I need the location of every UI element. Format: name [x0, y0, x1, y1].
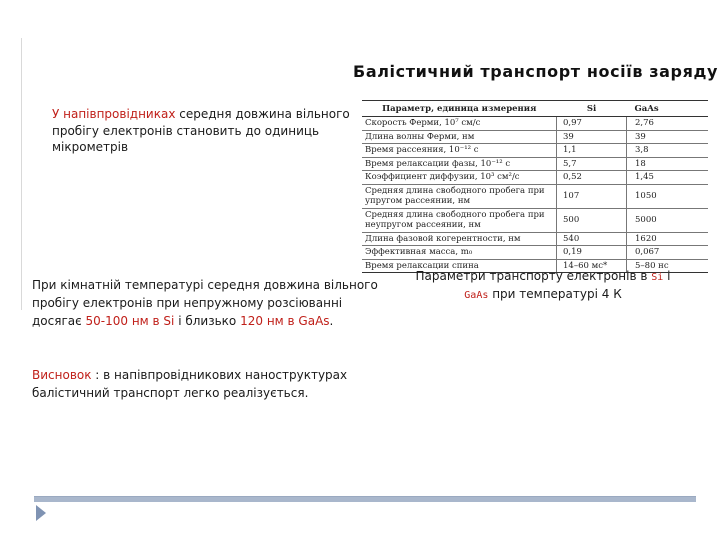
cell-gaas: 2,76	[627, 117, 709, 131]
table-row	[362, 184, 708, 208]
table-row	[362, 232, 708, 246]
header-gaas: GaAs	[627, 101, 709, 117]
cell-gaas: 1050	[627, 184, 709, 208]
table-row	[362, 144, 708, 158]
table-header-row	[362, 101, 708, 117]
intro-paragraph	[52, 106, 372, 156]
cell-param: Коэффициент диффузии, 10³ см²/с	[362, 171, 557, 185]
caption-pre: Параметри транспорту електронів в	[415, 269, 652, 283]
cell-gaas: 18	[627, 157, 709, 171]
cell-gaas: 5000	[627, 208, 709, 232]
cell-gaas: 5–80 нс	[627, 259, 709, 273]
footer-bar	[34, 496, 696, 502]
room-temp-mid: і близько	[174, 314, 241, 328]
caption-gaas: GaAs	[464, 290, 489, 301]
cell-param: Эффективная масса, m₀	[362, 246, 557, 260]
cell-param: Средняя длина свободного пробега при упругом рассеянии, нм	[362, 184, 557, 208]
cell-si: 0,52	[557, 171, 627, 185]
room-temp-text: При кімнатній температурі середня довжина вільного пробігу електронів при непружному розсіюванні досягає	[32, 278, 378, 328]
cell-si: 14–60 мс*	[557, 259, 627, 273]
cell-param: Время релаксации спина	[362, 259, 557, 273]
caption-post: при температурі 4 К	[488, 287, 622, 301]
table-row	[362, 117, 708, 131]
caption-si: Si	[651, 272, 664, 283]
table-row	[362, 130, 708, 144]
cell-si: 500	[557, 208, 627, 232]
cell-gaas: 1,45	[627, 171, 709, 185]
left-guide-line	[21, 38, 22, 310]
cell-gaas: 0,067	[627, 246, 709, 260]
room-temperature-paragraph	[32, 276, 384, 330]
slide-title: Балістичний транспорт носіїв заряду	[353, 62, 718, 81]
cell-param: Длина волны Ферми, нм	[362, 130, 557, 144]
cell-si: 5,7	[557, 157, 627, 171]
cell-si: 107	[557, 184, 627, 208]
cell-si: 540	[557, 232, 627, 246]
room-temp-value-si: 50-100 нм в Si	[85, 314, 175, 328]
conclusion-paragraph	[32, 366, 384, 402]
parameter-table-image	[362, 100, 708, 273]
cell-gaas: 39	[627, 130, 709, 144]
table-row	[362, 246, 708, 260]
conclusion-label: Висновок	[32, 368, 92, 382]
conclusion-text: : в напівпровідникових наноструктурах балістичний транспорт легко реалізується.	[32, 368, 348, 400]
intro-text: середня довжина вільного пробігу електронів становить до одиниць мікрометрів	[52, 107, 350, 154]
caption-mid: і	[663, 269, 671, 283]
header-si: Si	[557, 101, 627, 117]
parameter-table	[362, 100, 708, 273]
table-row	[362, 157, 708, 171]
cell-param: Средняя длина свободного пробега при неупругом рассеянии, нм	[362, 208, 557, 232]
header-parameter: Параметр, единица измерения	[362, 101, 557, 117]
cell-param: Скорость Ферми, 10⁷ см/с	[362, 117, 557, 131]
intro-highlight: У напівпровідниках	[52, 107, 176, 121]
room-temp-value-gaas: 120 нм в GaAs	[240, 314, 330, 328]
cell-param: Время релаксации фазы, 10⁻¹² с	[362, 157, 557, 171]
table-row	[362, 208, 708, 232]
cell-si: 0,19	[557, 246, 627, 260]
cell-gaas: 3,8	[627, 144, 709, 158]
cell-param: Время рассеяния, 10⁻¹² с	[362, 144, 557, 158]
table-caption	[398, 268, 688, 304]
cell-si: 0,97	[557, 117, 627, 131]
cell-si: 1,1	[557, 144, 627, 158]
cell-param: Длина фазовой когерентности, нм	[362, 232, 557, 246]
cell-si: 39	[557, 130, 627, 144]
cell-gaas: 1620	[627, 232, 709, 246]
room-temp-end: .	[329, 314, 334, 328]
table-row	[362, 171, 708, 185]
play-arrow-icon[interactable]	[36, 505, 46, 521]
